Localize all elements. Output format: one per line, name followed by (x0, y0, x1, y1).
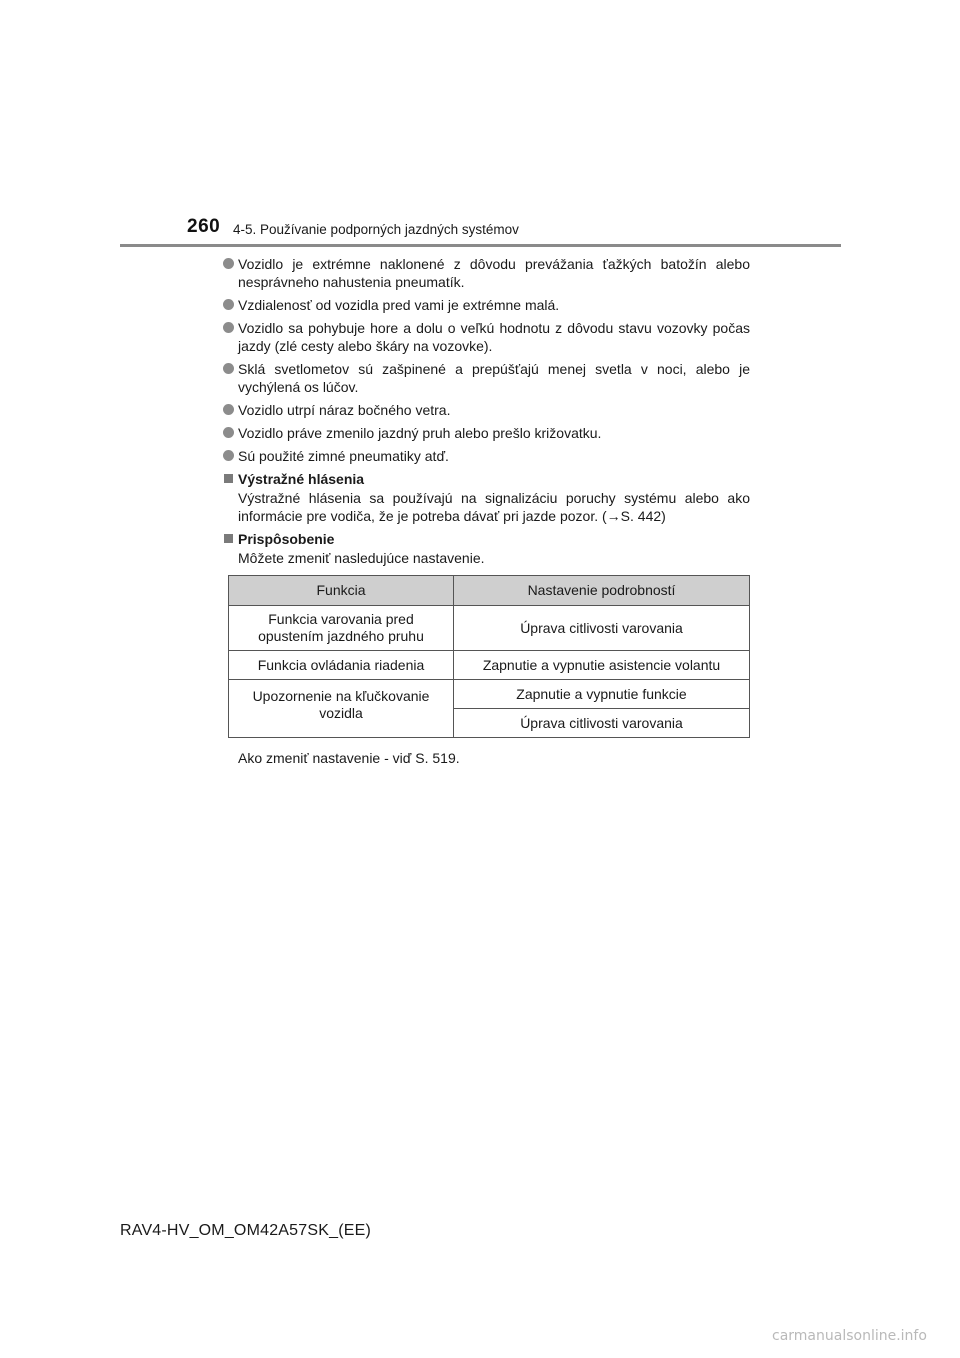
section-title: Výstražné hlásenia (238, 471, 365, 487)
bullet-icon (223, 299, 234, 310)
table-row (229, 680, 750, 709)
doc-code-footer: RAV4-HV_OM_OM42A57SK_(EE) (120, 1222, 372, 1239)
chapter-title: 4-5. Používanie podporných jazdných systémov (233, 222, 519, 237)
table-cell-function: Upozornenie na kľučkovanie vozidla (229, 680, 454, 738)
list-item-text: Vozidlo je extrémne naklonené z dôvodu prevážania ťažkých batožín alebo nesprávneho nahustenia pneumatík. (238, 256, 750, 290)
page-header (0, 0, 960, 250)
table-row (229, 606, 750, 651)
square-bullet-icon (224, 534, 233, 543)
bullet-icon (223, 427, 234, 438)
settings-table-wrapper (222, 575, 750, 738)
section-body: Výstražné hlásenia sa používajú na signalizáciu poruchy systému alebo ako informácie pre vodiča, že je potreba dávať pri jazde pozor. (→S. 442) (238, 490, 750, 524)
bullet-icon (223, 322, 234, 333)
table-cell-setting: Zapnutie a vypnutie asistencie volantu (454, 651, 750, 680)
list-item (222, 401, 750, 419)
list-item (222, 360, 750, 396)
list-item-text: Vozidlo práve zmenilo jazdný pruh alebo prešlo križovatku. (238, 425, 602, 441)
settings-table (228, 575, 750, 738)
list-item (222, 424, 750, 442)
page-content (222, 255, 750, 767)
column-header-function: Funkcia (229, 576, 454, 606)
list-item-text: Vzdialenosť od vozidla pred vami je extrémne malá. (238, 297, 560, 313)
bullet-icon (223, 450, 234, 461)
watermark: carmanualsonline.info (772, 1328, 927, 1344)
square-bullet-icon (224, 474, 233, 483)
table-header-row (229, 576, 750, 606)
column-header-settings: Nastavenie podrobností (454, 576, 750, 606)
list-item (222, 447, 750, 465)
bullet-icon (223, 404, 234, 415)
list-item-text: Vozidlo utrpí náraz bočného vetra. (238, 402, 451, 418)
footnote: Ako zmeniť nastavenie - viď S. 519. (238, 750, 460, 766)
section-body: Môžete zmeniť nasledujúce nastavenie. (238, 550, 485, 566)
bullet-icon (223, 258, 234, 269)
section-customization (222, 530, 750, 567)
table-cell-setting: Úprava citlivosti varovania (454, 606, 750, 651)
list-item-text: Vozidlo sa pohybuje hore a dolu o veľkú hodnotu z dôvodu stavu vozovky počas jazdy (zlé cesty alebo škáry na vozovke). (238, 320, 750, 354)
table-cell-setting: Zapnutie a vypnutie funkcie (454, 680, 750, 709)
list-item (222, 319, 750, 355)
section-warnings (222, 470, 750, 525)
page-number: 260 (187, 216, 221, 237)
list-item-text: Sú použité zimné pneumatiky atď. (238, 448, 449, 464)
section-title: Prispôsobenie (238, 531, 335, 547)
list-item (222, 255, 750, 291)
table-cell-function: Funkcia ovládania riadenia (229, 651, 454, 680)
list-item-text: Sklá svetlometov sú zašpinené a prepúšťajú menej svetla v noci, alebo je vychýlená os lúčov. (238, 361, 750, 395)
table-cell-setting: Úprava citlivosti varovania (454, 709, 750, 738)
table-cell-function: Funkcia varovania pred opustením jazdného pruhu (229, 606, 454, 651)
bullet-icon (223, 363, 234, 374)
list-item (222, 296, 750, 314)
table-row (229, 651, 750, 680)
header-rule (120, 244, 841, 247)
